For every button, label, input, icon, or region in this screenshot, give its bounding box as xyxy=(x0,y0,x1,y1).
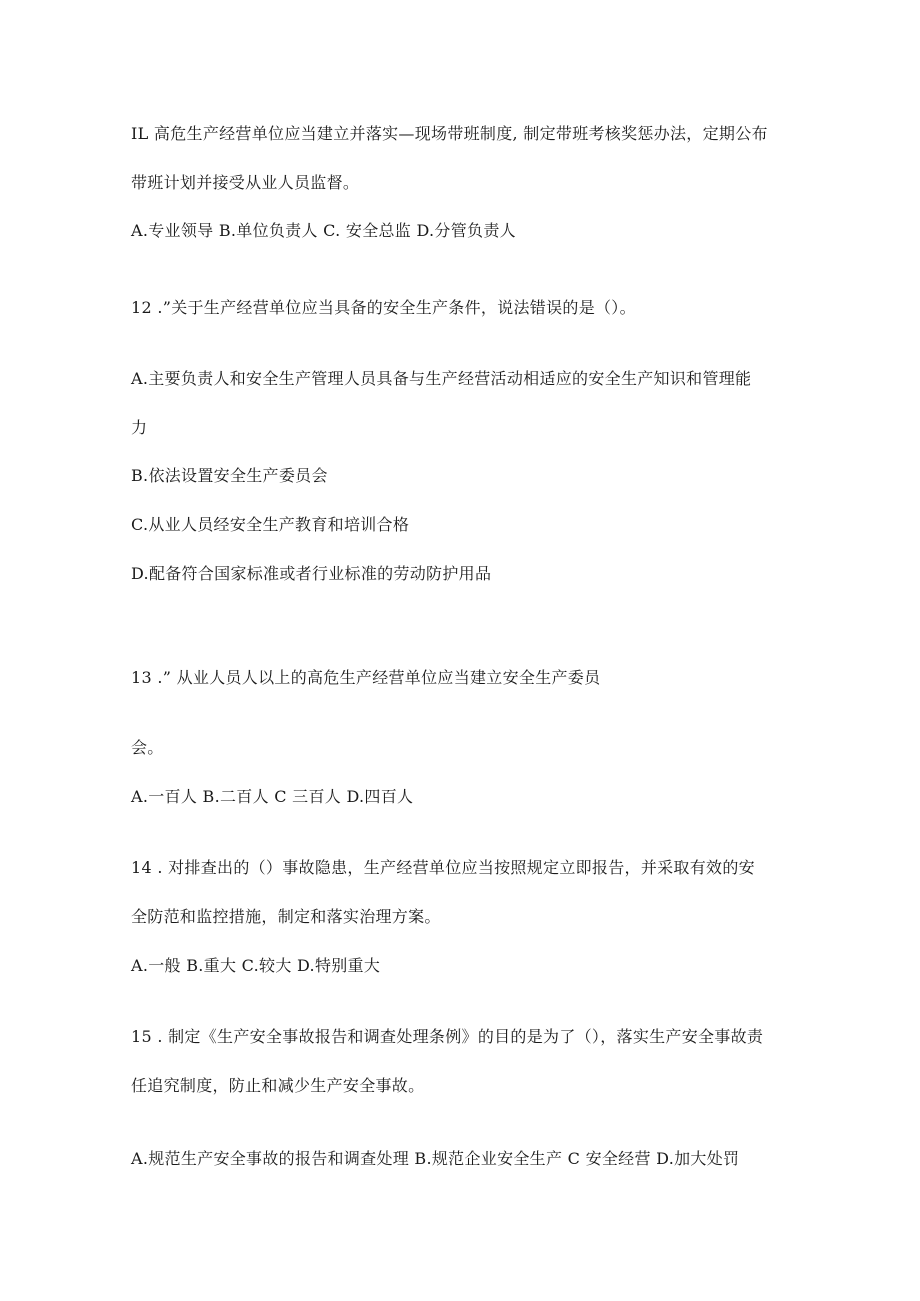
question-13-text-line-1: 13 .” 从业人员人以上的高危生产经营单位应当建立安全生产委员 xyxy=(131,668,601,687)
question-13-text-line-2: 会。 xyxy=(131,738,164,757)
question-15-text-line-2: 任追究制度，防止和减少生产安全事故。 xyxy=(131,1076,425,1095)
question-13-options: A.一百人 B.二百人 C 三百人 D.四百人 xyxy=(131,787,414,806)
question-12-option-d: D.配备符合国家标准或者行业标准的劳动防护用品 xyxy=(131,564,492,583)
question-12-option-a-line-1: A.主要负责人和安全生产管理人员具备与生产经营活动相适应的安全生产知识和管理能 xyxy=(131,369,752,388)
question-11-text-line-1: IL 高危生产经营单位应当建立并落实—现场带班制度, 制定带班考核奖惩办法，定期公布 xyxy=(131,124,768,143)
question-12-option-c: C.从业人员经安全生产教育和培训合格 xyxy=(131,515,410,534)
question-12-option-a-line-2: 力 xyxy=(131,418,148,437)
question-15-options: A.规范生产安全事故的报告和调查处理 B.规范企业安全生产 C 安全经营 D.加大处罚 xyxy=(131,1149,740,1168)
question-14-text-line-2: 全防范和监控措施，制定和落实治理方案。 xyxy=(131,907,441,926)
question-14-options: A.一般 B.重大 C.较大 D.特别重大 xyxy=(131,956,381,975)
question-12-text: 12 .”关于生产经营单位应当具备的安全生产条件，说法错误的是（）。 xyxy=(131,298,636,317)
question-11-text-line-2: 带班计划并接受从业人员监督。 xyxy=(131,173,360,192)
question-14-text-line-1: 14 . 对排查出的（）事故隐患，生产经营单位应当按照规定立即报告，并采取有效的安 xyxy=(131,858,755,877)
question-12-option-b: B.依法设置安全生产委员会 xyxy=(131,466,328,485)
question-15-text-line-1: 15 . 制定《生产安全事故报告和调查处理条例》的目的是为了（），落实生产安全事故责 xyxy=(131,1027,764,1046)
question-11-options: A.专业领导 B.单位负责人 C. 安全总监 D.分管负责人 xyxy=(131,221,516,240)
